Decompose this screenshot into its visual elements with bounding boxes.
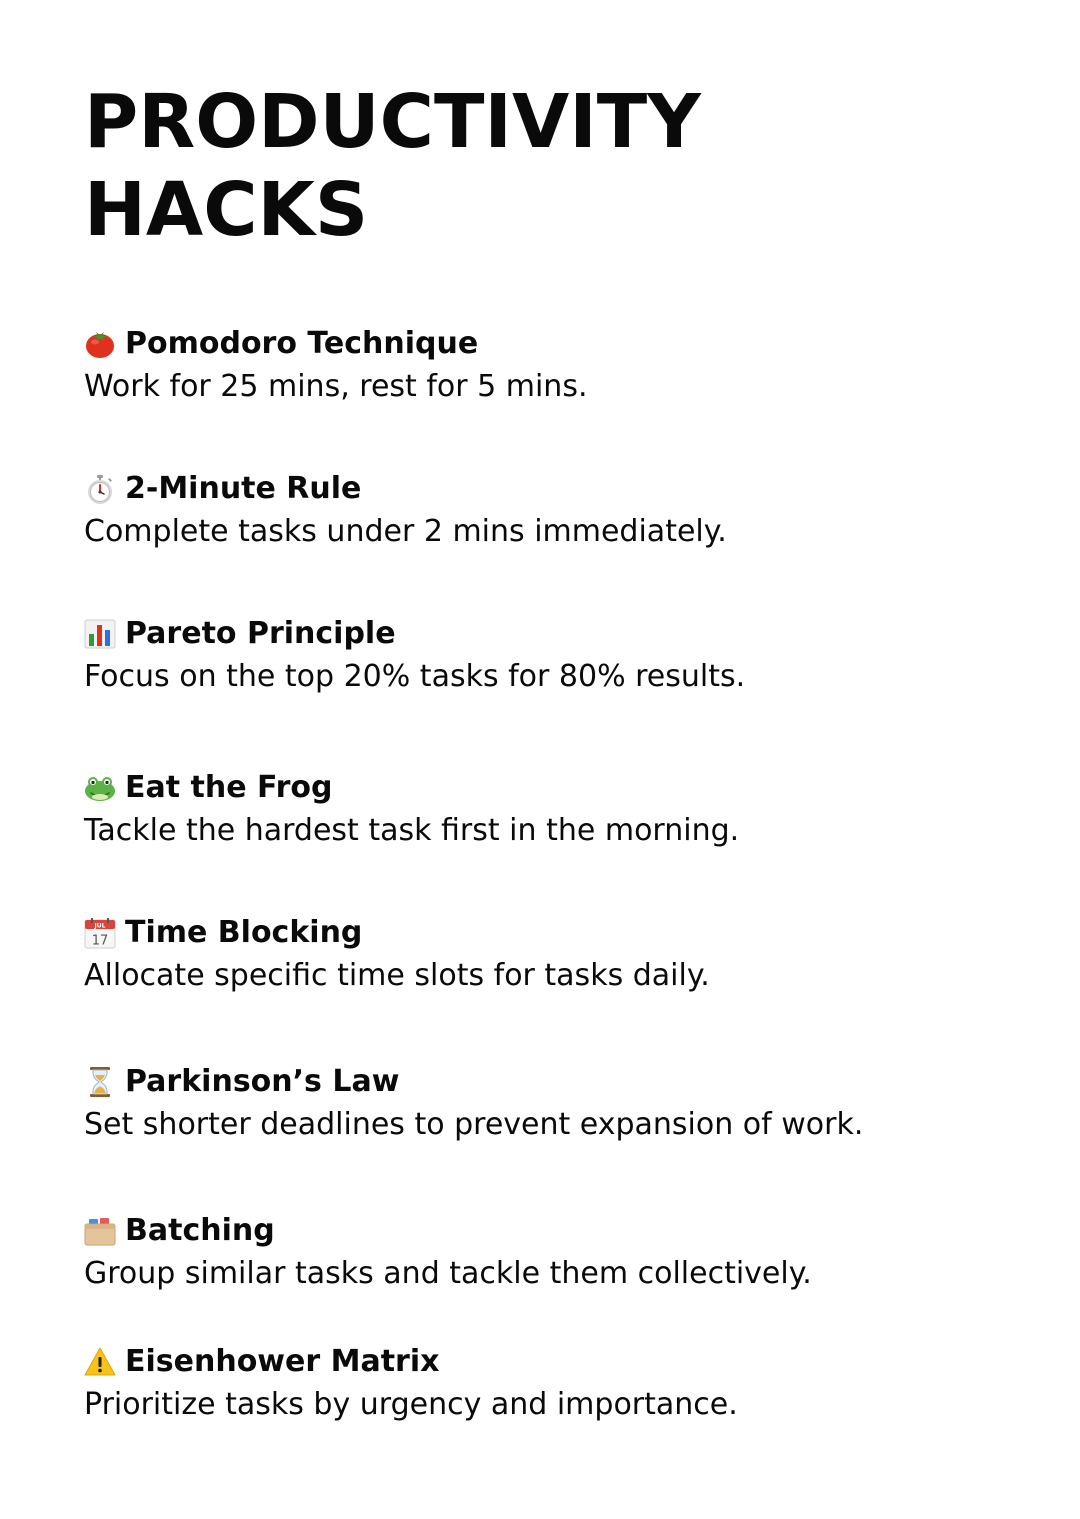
hack-item-eat-the-frog	[84, 766, 1044, 852]
hack-description: Tackle the hardest task first in the morning.	[84, 813, 740, 848]
hourglass-icon	[84, 1066, 116, 1098]
calendar-icon	[84, 917, 116, 949]
hack-title: Batching	[125, 1213, 275, 1248]
hack-item-batching	[84, 1209, 1044, 1295]
card-file-box-icon	[84, 1215, 116, 1247]
hack-title: Pareto Principle	[125, 616, 396, 651]
bar-chart-icon	[84, 618, 116, 650]
calendar-icon-month: JUL	[94, 922, 106, 930]
page-title-line-1: PRODUCTIVITY	[84, 79, 701, 165]
page-title	[84, 78, 701, 254]
hack-item-time-blocking	[84, 911, 1044, 997]
hack-item-parkinsons-law	[84, 1060, 1044, 1146]
calendar-icon-day: 17	[91, 933, 109, 949]
hack-description: Group similar tasks and tackle them collectively.	[84, 1256, 812, 1291]
tomato-icon	[84, 328, 116, 360]
hack-title: Eat the Frog	[125, 770, 333, 805]
hack-description: Set shorter deadlines to prevent expansion of work.	[84, 1107, 864, 1142]
hack-description: Allocate specific time slots for tasks daily.	[84, 958, 710, 993]
page-title-line-2: HACKS	[84, 167, 369, 253]
hack-title: Pomodoro Technique	[125, 326, 479, 361]
warning-icon	[84, 1346, 116, 1378]
hack-description: Focus on the top 20% tasks for 80% results.	[84, 659, 746, 694]
hack-item-pareto-principle	[84, 612, 1044, 698]
frog-icon	[84, 772, 116, 804]
hack-description: Complete tasks under 2 mins immediately.	[84, 514, 727, 549]
hack-item-two-minute-rule	[84, 467, 1044, 553]
hack-title: Eisenhower Matrix	[125, 1344, 440, 1379]
hack-description: Work for 25 mins, rest for 5 mins.	[84, 369, 588, 404]
hack-title: 2-Minute Rule	[125, 471, 362, 506]
hack-description: Prioritize tasks by urgency and importance.	[84, 1387, 738, 1422]
hack-item-pomodoro	[84, 322, 1044, 408]
hack-item-eisenhower-matrix	[84, 1340, 1044, 1426]
hack-title: Parkinson’s Law	[125, 1064, 400, 1099]
hack-title: Time Blocking	[125, 915, 363, 950]
stopwatch-icon	[84, 473, 116, 505]
